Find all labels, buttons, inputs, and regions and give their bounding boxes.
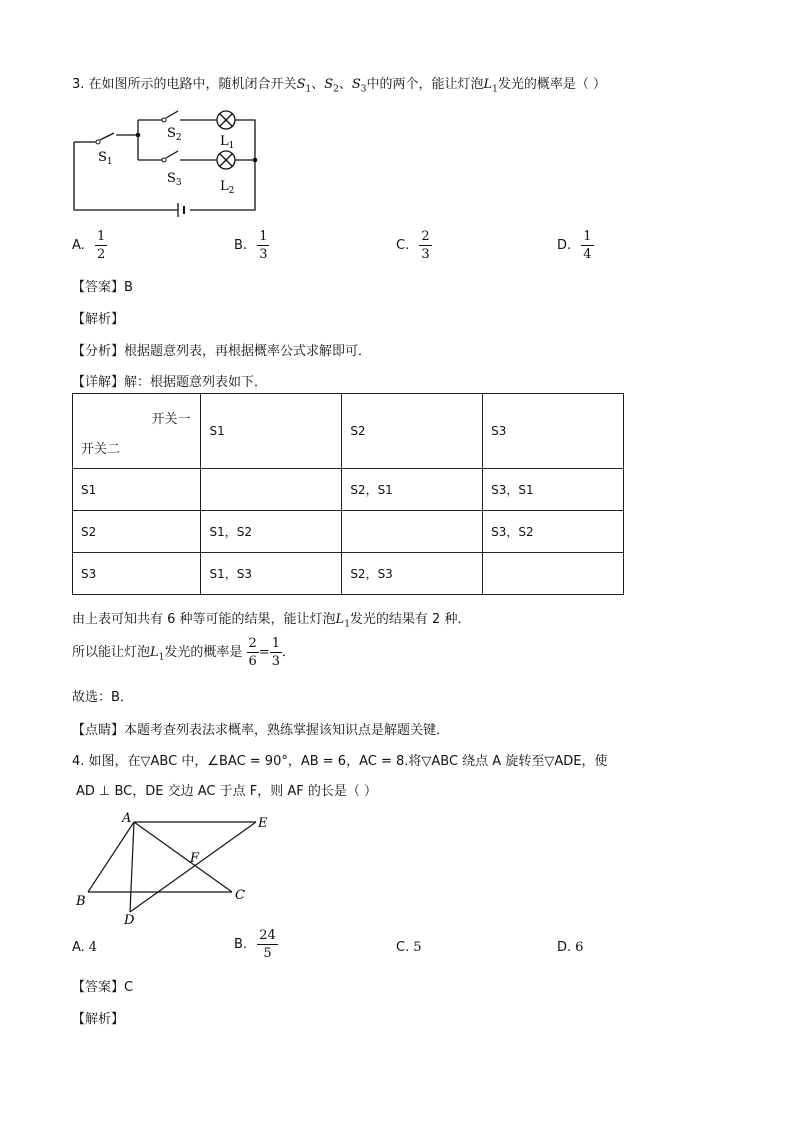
outcome-table (72, 393, 624, 595)
point-d: D (124, 913, 135, 928)
q4-option-c: C. 5 (396, 940, 422, 955)
table-cell: S2，S3 (342, 553, 483, 595)
q4-stem-line1: 4. 如图，在▽ABC 中，∠BAC = 90°，AB = 6，AC = 8.将▽ABC 绕点 A 旋转至▽ADE，使 (72, 754, 608, 769)
label-s2: $S_2$ (167, 126, 182, 143)
point-f: F (190, 851, 200, 866)
table-row (73, 511, 624, 553)
q3-option-b: B. $\frac{1}{3}$ (234, 229, 268, 262)
circuit-diagram (60, 100, 280, 225)
point-b: B (76, 894, 86, 909)
table-cell: S1，S2 (201, 511, 342, 553)
q3-answer: 【答案】B (72, 280, 133, 295)
geometry-figure (72, 808, 282, 928)
q3-probability: 所以能让灯泡$L_1$发光的概率是 $\frac{2}{6}$ = $\frac{1}{3}$ ． (72, 636, 296, 669)
q3-option-d: D. $\frac{1}{4}$ (557, 229, 592, 262)
q3-option-a: A. $\frac{1}{2}$ (72, 229, 106, 262)
table-corner-cell: 开关一 开关二 (73, 394, 201, 469)
point-c: C (235, 888, 245, 903)
table-cell: S1 (73, 469, 201, 511)
table-header-cell: S3 (483, 394, 624, 469)
table-header-row (73, 394, 624, 469)
q3-option-c: C. $\frac{2}{3}$ (396, 229, 430, 262)
q4-option-b: B. $\frac{24}{5}$ (234, 928, 276, 961)
q3-stem: 3. 在如图所示的电路中，随机闭合开关$S_1$、$S_2$、$S_3$中的两个，能让灯泡$L_1$发光的概率是（ ） (72, 77, 607, 95)
table-row (73, 553, 624, 595)
table-cell (201, 469, 342, 511)
q4-option-a: A. 4 (72, 940, 98, 955)
q4-answer: 【答案】C (72, 980, 134, 995)
q3-fenxi: 【分析】根据题意列表，再根据概率公式求解即可． (72, 344, 372, 359)
table-cell: S2 (73, 511, 201, 553)
table-header-cell: S1 (201, 394, 342, 469)
q4-option-d: D. 6 (557, 940, 584, 955)
label-s3: $S_3$ (167, 171, 182, 188)
table-row (73, 469, 624, 511)
q3-detail: 【详解】解：根据题意列表如下． (72, 375, 268, 390)
point-e: E (258, 816, 268, 831)
label-s1: $S_1$ (98, 150, 113, 167)
point-a: A (122, 811, 132, 826)
table-cell: S3，S1 (483, 469, 624, 511)
q3-dianjing: 【点睛】本题考查列表法求概率，熟练掌握该知识点是解题关键． (72, 723, 450, 738)
q3-choose: 故选：B． (72, 690, 133, 705)
q4-stem-line2: AD ⊥ BC，DE 交边 AC 于点 F，则 AF 的长是（ ） (76, 784, 377, 799)
q3-result: 由上表可知共有 6 种等可能的结果，能让灯泡$L_1$发光的结果有 2 种． (72, 612, 471, 630)
q3-analysis-heading: 【解析】 (72, 312, 125, 327)
table-cell (342, 511, 483, 553)
table-cell: S3 (73, 553, 201, 595)
q4-analysis-heading: 【解析】 (72, 1012, 125, 1027)
label-l1: $L_1$ (220, 134, 235, 151)
table-header-cell: S2 (342, 394, 483, 469)
table-cell: S2，S1 (342, 469, 483, 511)
table-cell (483, 553, 624, 595)
table-cell: S3，S2 (483, 511, 624, 553)
table-cell: S1，S3 (201, 553, 342, 595)
label-l2: $L_2$ (220, 179, 235, 196)
